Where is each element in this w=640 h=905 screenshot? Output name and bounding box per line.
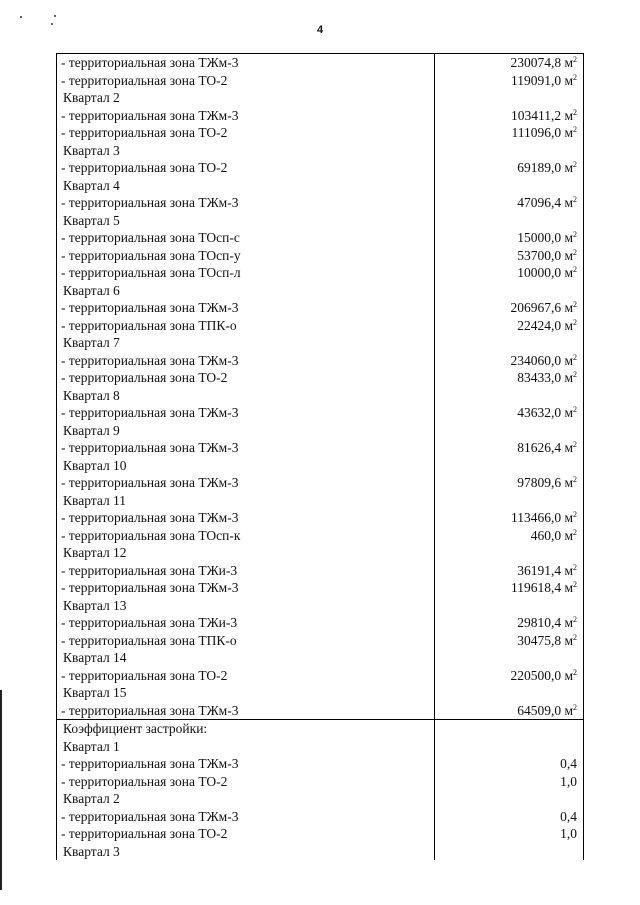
table-row (57, 159, 583, 177)
zone-name: - территориальная зона ТО-2 (61, 773, 228, 789)
row-unit-power: 2 (573, 125, 577, 134)
row-value-cell (434, 632, 583, 650)
zone-name: - территориальная зона ТЖм-3 (61, 440, 239, 455)
row-unit-power: 2 (573, 527, 577, 537)
table-row (57, 317, 583, 335)
table-row-heading (57, 684, 583, 702)
row-value: 0,4 (560, 808, 577, 824)
row-value: 10000,0 (517, 265, 562, 280)
table-row (57, 439, 583, 457)
scan-speck (51, 23, 53, 25)
row-heading-text: Квартал 3 (63, 843, 120, 859)
zone-name: - территориальная зона ТПК-о (61, 632, 237, 648)
row-unit: м (564, 230, 573, 245)
row-unit: м (564, 475, 573, 490)
table-row (57, 54, 583, 72)
row-unit-power: 2 (573, 230, 577, 239)
table-row (57, 702, 583, 720)
row-value-cell (434, 124, 583, 142)
row-value-cell (434, 614, 583, 632)
row-value-cell (434, 649, 583, 667)
row-unit: м (564, 405, 573, 420)
zone-name: - территориальная зона ТОсп-к (61, 527, 241, 543)
row-value: 119091,0 (510, 72, 562, 88)
table-row (57, 825, 583, 843)
row-unit: м (564, 370, 573, 385)
row-value-cell (434, 457, 583, 475)
row-heading-text: Квартал 13 (63, 597, 127, 613)
scan-speck (20, 16, 22, 18)
row-heading-text: Квартал 2 (63, 90, 120, 105)
row-unit-power: 2 (573, 405, 577, 414)
table-row (57, 755, 583, 773)
row-value-cell (434, 404, 583, 422)
zone-name: - территориальная зона ТОсп-л (61, 265, 241, 280)
row-value-cell (434, 387, 583, 405)
area-section (57, 54, 583, 719)
zone-name: - территориальная зона ТЖм-3 (61, 702, 239, 718)
table-row (57, 614, 583, 632)
table-row (57, 632, 583, 650)
row-value-cell (434, 755, 583, 773)
row-unit: м (564, 125, 573, 140)
row-value-cell (434, 509, 583, 527)
row-unit-power: 2 (573, 562, 577, 572)
row-unit-power: 2 (573, 72, 577, 82)
row-value-cell (434, 352, 583, 370)
row-value: 1,0 (560, 826, 577, 841)
row-value-cell (434, 562, 583, 580)
row-heading-text: Квартал 15 (63, 685, 127, 700)
row-value-cell (434, 474, 583, 492)
table-row (57, 527, 583, 545)
row-unit-power: 2 (573, 247, 577, 257)
row-value-cell (434, 597, 583, 615)
row-unit-power: 2 (573, 317, 577, 327)
row-heading-text: Квартал 3 (63, 142, 120, 158)
scan-speck (54, 15, 56, 17)
row-unit: м (564, 615, 573, 630)
row-unit-power: 2 (573, 352, 577, 362)
zone-name: - территориальная зона ТОсп-с (61, 230, 240, 245)
row-heading-text: Коэффициент застройки: (63, 721, 208, 736)
row-unit-power: 2 (573, 160, 577, 169)
row-value-cell (434, 282, 583, 300)
zone-name: - территориальная зона ТЖм-3 (61, 475, 239, 490)
row-value: 43632,0 (517, 405, 562, 420)
page-number: 4 (316, 24, 324, 36)
table-row-heading (57, 89, 583, 107)
table-row-heading (57, 843, 583, 861)
row-unit-power: 2 (573, 195, 577, 204)
row-unit-power: 2 (573, 107, 577, 117)
zone-name: - территориальная зона ТЖи-3 (61, 615, 238, 630)
row-unit-power: 2 (573, 55, 577, 64)
row-value-cell (434, 159, 583, 177)
table-row-heading (57, 457, 583, 475)
table-row (57, 107, 583, 125)
row-value-cell (434, 773, 583, 791)
row-value-cell (434, 702, 583, 720)
table-row-heading (57, 492, 583, 510)
row-unit: м (564, 265, 573, 280)
table-row (57, 352, 583, 370)
row-heading-text: Квартал 14 (63, 650, 127, 665)
table-row (57, 247, 583, 265)
table-row-heading (57, 790, 583, 808)
row-unit-power: 2 (573, 370, 577, 379)
row-heading-text: Квартал 12 (63, 545, 127, 560)
table-row-heading (57, 720, 583, 738)
row-unit-power: 2 (573, 667, 577, 677)
zone-name: - территориальная зона ТО-2 (61, 125, 228, 140)
row-value-cell (434, 843, 583, 861)
row-unit: м (564, 72, 573, 88)
row-unit: м (564, 527, 573, 543)
row-value: 22424,0 (517, 317, 562, 333)
row-value: 220500,0 (510, 667, 562, 683)
row-value-cell (434, 107, 583, 125)
table-row-heading (57, 142, 583, 160)
table-row-heading (57, 177, 583, 195)
scan-edge-mark (0, 690, 2, 890)
row-unit: м (564, 352, 573, 368)
row-unit-power: 2 (573, 702, 577, 712)
zone-name: - территориальная зона ТЖм-3 (61, 510, 239, 525)
row-value: 119618,4 (510, 580, 562, 595)
row-value-cell (434, 790, 583, 808)
row-unit-power: 2 (573, 300, 577, 309)
row-unit: м (564, 317, 573, 333)
row-value-cell (434, 579, 583, 597)
row-value: 83433,0 (517, 370, 562, 385)
row-value: 103411,2 (510, 107, 562, 123)
row-heading-text: Квартал 5 (63, 212, 120, 228)
row-value-cell (434, 544, 583, 562)
row-unit: м (564, 247, 573, 263)
row-value-cell (434, 264, 583, 282)
row-value-cell (434, 422, 583, 440)
row-unit: м (564, 667, 573, 683)
row-heading-text: Квартал 9 (63, 422, 120, 438)
row-heading-text: Квартал 11 (63, 492, 127, 508)
zone-name: - территориальная зона ТО-2 (61, 667, 228, 683)
zone-name: - территориальная зона ТЖм-3 (61, 300, 239, 315)
row-value: 230074,8 (510, 55, 562, 70)
row-value-cell (434, 177, 583, 195)
table-row (57, 404, 583, 422)
zone-name: - территориальная зона ТО-2 (61, 160, 228, 175)
table-row (57, 667, 583, 685)
table-row (57, 72, 583, 90)
table-row-heading (57, 212, 583, 230)
row-heading-text: Квартал 2 (63, 791, 120, 806)
row-value-cell (434, 89, 583, 107)
row-value-cell (434, 247, 583, 265)
row-value: 1,0 (560, 773, 577, 789)
row-unit-power: 2 (573, 510, 577, 519)
zone-name: - территориальная зона ТО-2 (61, 72, 228, 88)
row-value: 113466,0 (510, 510, 562, 525)
row-value: 29810,4 (517, 615, 562, 630)
zone-name: - территориальная зона ТЖм-3 (61, 756, 239, 771)
row-unit: м (564, 580, 573, 595)
zone-name: - территориальная зона ТЖм-3 (61, 580, 239, 595)
row-value: 53700,0 (517, 247, 562, 263)
row-value-cell (434, 142, 583, 160)
zone-name: - территориальная зона ТЖм-3 (61, 352, 239, 368)
row-value: 81626,4 (517, 440, 562, 455)
row-unit-power: 2 (573, 580, 577, 589)
table-row-heading (57, 544, 583, 562)
zone-name: - территориальная зона ТО-2 (61, 370, 228, 385)
row-heading-text: Квартал 6 (63, 282, 120, 298)
row-value: 97809,6 (517, 475, 562, 490)
row-value: 36191,4 (517, 562, 562, 578)
row-unit: м (564, 195, 573, 210)
row-value-cell (434, 684, 583, 702)
zone-name: - территориальная зона ТПК-о (61, 317, 237, 333)
row-value-cell (434, 299, 583, 317)
row-unit: м (564, 160, 573, 175)
row-heading-text: Квартал 10 (63, 457, 127, 473)
row-unit: м (564, 107, 573, 123)
table-row-heading (57, 422, 583, 440)
row-heading-text: Квартал 1 (63, 738, 120, 754)
table-row (57, 808, 583, 826)
zone-name: - территориальная зона ТЖм-3 (61, 405, 239, 420)
row-value: 234060,0 (510, 352, 562, 368)
table-row-heading (57, 282, 583, 300)
row-value: 64509,0 (517, 702, 562, 718)
row-value-cell (434, 720, 583, 738)
table-row (57, 579, 583, 597)
table-row (57, 194, 583, 212)
row-value-cell (434, 492, 583, 510)
row-value: 47096,4 (517, 195, 562, 210)
zone-name: - территориальная зона ТО-2 (61, 826, 228, 841)
row-unit: м (564, 300, 573, 315)
table-row (57, 509, 583, 527)
table-row (57, 299, 583, 317)
row-unit-power: 2 (573, 632, 577, 642)
row-value: 206967,6 (510, 300, 562, 315)
row-value: 69189,0 (517, 160, 562, 175)
row-value-cell (434, 194, 583, 212)
row-value-cell (434, 527, 583, 545)
table-row (57, 773, 583, 791)
table-row-heading (57, 649, 583, 667)
row-unit: м (564, 632, 573, 648)
row-value: 111096,0 (511, 125, 562, 140)
row-value-cell (434, 317, 583, 335)
table-row-heading (57, 387, 583, 405)
row-value: 15000,0 (517, 230, 562, 245)
zone-name: - территориальная зона ТЖм-3 (61, 195, 239, 210)
row-unit-power: 2 (573, 615, 577, 624)
zone-name: - территориальная зона ТЖм-3 (61, 808, 239, 824)
table-row-heading (57, 597, 583, 615)
row-value: 0,4 (560, 756, 577, 771)
row-unit: м (564, 55, 573, 70)
row-value-cell (434, 72, 583, 90)
zone-name: - территориальная зона ТЖи-3 (61, 562, 238, 578)
building-coefficient-section (57, 719, 583, 860)
table-row-heading (57, 738, 583, 756)
row-value-cell (434, 54, 583, 72)
row-unit-power: 2 (573, 475, 577, 484)
row-value-cell (434, 334, 583, 352)
row-heading-text: Квартал 8 (63, 387, 120, 403)
table-row (57, 562, 583, 580)
row-value-cell (434, 825, 583, 843)
row-value-cell (434, 808, 583, 826)
table-row (57, 369, 583, 387)
table-row (57, 264, 583, 282)
row-value-cell (434, 229, 583, 247)
table-row (57, 124, 583, 142)
row-unit: м (564, 440, 573, 455)
zone-name: - территориальная зона ТЖм-3 (61, 107, 239, 123)
row-value-cell (434, 738, 583, 756)
table-row (57, 474, 583, 492)
row-unit: м (564, 510, 573, 525)
zone-name: - территориальная зона ТОсп-у (61, 247, 241, 263)
row-unit-power: 2 (573, 265, 577, 274)
zone-name: - территориальная зона ТЖм-3 (61, 55, 239, 70)
row-value-cell (434, 667, 583, 685)
row-unit: м (564, 702, 573, 718)
row-value-cell (434, 369, 583, 387)
zones-table (56, 53, 584, 860)
row-unit-power: 2 (573, 440, 577, 449)
row-unit: м (564, 562, 573, 578)
row-heading-text: Квартал 7 (63, 335, 120, 350)
table-row (57, 229, 583, 247)
table-row-heading (57, 334, 583, 352)
row-value-cell (434, 212, 583, 230)
row-value: 460,0 (530, 527, 562, 543)
row-heading-text: Квартал 4 (63, 177, 120, 193)
row-value-cell (434, 439, 583, 457)
row-value: 30475,8 (517, 632, 562, 648)
